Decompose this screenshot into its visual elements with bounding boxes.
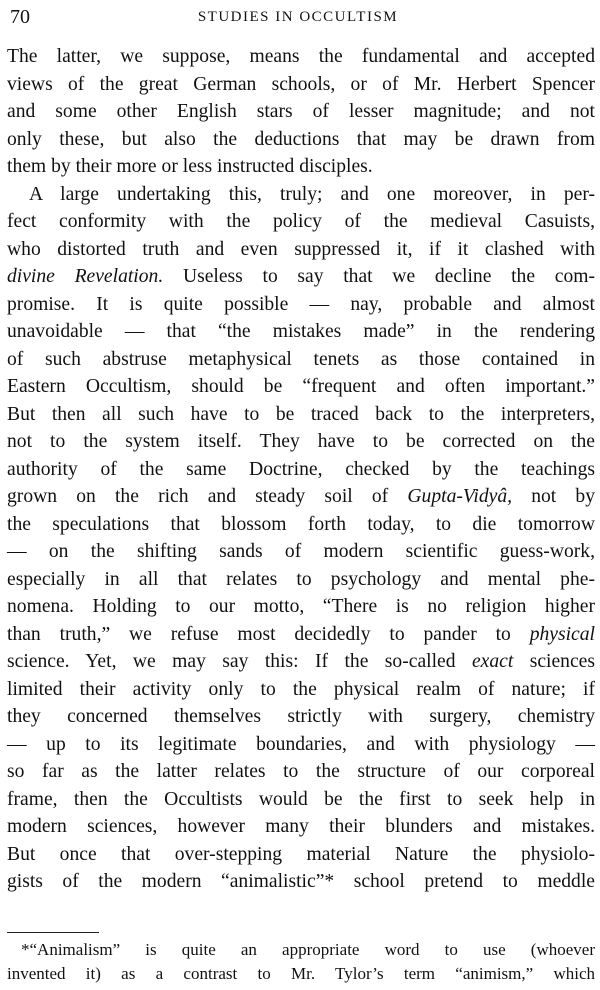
- text-line: [7, 373, 595, 401]
- text-line: [7, 566, 595, 594]
- text-line: [7, 593, 595, 621]
- text-run: only these, but also the deductions that may be drawn from: [7, 128, 595, 150]
- text-run: authority of the same Doctrine, checked by the teachings: [7, 458, 595, 480]
- text-run: *“Animalism” is quite an appropriate word to use (whoever: [21, 940, 595, 959]
- italic-text: exact: [471, 651, 514, 672]
- text-line: [7, 483, 595, 511]
- body-text: [7, 43, 595, 896]
- text-run: promise. It is quite possible — nay, probable and almost: [7, 293, 595, 315]
- text-line: [7, 291, 595, 319]
- text-line: [7, 648, 595, 676]
- text-line: [7, 758, 595, 786]
- text-run: not to the system itself. They have to be corrected on the: [7, 431, 595, 452]
- text-run: especially in all that relates to psychology and mental phe-: [7, 568, 595, 590]
- text-line: [7, 181, 595, 209]
- text-line: [7, 538, 595, 566]
- footnote-text: [7, 938, 595, 986]
- italic-text: physical: [529, 623, 595, 645]
- text-run: sciences: [513, 651, 595, 672]
- text-run: who distorted truth and even suppressed it, if it clashed with: [7, 238, 595, 260]
- text-run: But then all such have to be traced back to the interpreters,: [7, 403, 595, 425]
- page-header: [10, 4, 586, 30]
- text-run: The latter, we suppose, means the fundamental and accepted: [7, 46, 595, 67]
- text-line: [7, 703, 595, 731]
- text-line: [7, 938, 595, 962]
- text-line: [7, 676, 595, 704]
- text-run: of such abstruse metaphysical tenets as those contained in: [7, 348, 595, 370]
- text-line: [7, 621, 595, 649]
- text-run: they concerned themselves strictly with surgery, chemistry: [7, 706, 595, 727]
- text-line: [7, 868, 595, 896]
- text-run: invented it) as a contrast to Mr. Tylor’s term “animism,” which: [7, 964, 595, 983]
- text-run: — up to its legitimate boundaries, and with physiology —: [7, 733, 595, 755]
- paragraph: [7, 181, 595, 896]
- text-line: [7, 43, 595, 71]
- text-line: [7, 153, 595, 181]
- text-run: — on the shifting sands of modern scientific guess-work,: [7, 541, 595, 562]
- footnote-rule: [7, 932, 99, 933]
- text-run: views of the great German schools, or of Mr. Herbert Spencer: [7, 73, 595, 95]
- paragraph: [7, 43, 595, 181]
- text-line: [7, 263, 595, 291]
- text-run: the speculations that blossom forth today, to die tomorrow: [7, 513, 595, 535]
- text-line: [7, 511, 595, 539]
- text-line: [7, 813, 595, 841]
- text-line: [7, 401, 595, 429]
- text-run: unavoidable — that “the mistakes made” in the rendering: [7, 321, 595, 342]
- text-run: nomena. Holding to our motto, “There is no religion higher: [7, 596, 595, 617]
- text-line: [7, 126, 595, 154]
- text-run: But once that over-stepping material Nature the physiolo-: [7, 843, 595, 865]
- text-run: modern sciences, however many their blunders and mistakes.: [7, 816, 595, 837]
- text-line: [7, 98, 595, 126]
- text-run: science. Yet, we may say this: If the so-called: [7, 651, 472, 672]
- text-run: not by: [512, 486, 595, 507]
- text-line: [7, 236, 595, 264]
- text-line: [7, 786, 595, 814]
- text-line: [7, 841, 595, 869]
- text-run: limited their activity only to the physical realm of nature; if: [7, 678, 595, 700]
- text-line: [7, 71, 595, 99]
- text-run: Useless to say that we decline the com-: [163, 266, 596, 287]
- text-line: [7, 346, 595, 374]
- text-run: them by their more or less instructed disciples.: [7, 156, 373, 177]
- text-line: [7, 318, 595, 346]
- text-run: so far as the latter relates to the structure of our corporeal: [7, 761, 595, 782]
- text-run: gists of the modern “animalistic”* school pretend to meddle: [7, 871, 595, 892]
- footnote: [7, 938, 595, 986]
- text-run: A large undertaking this, truly; and one moreover, in per-: [29, 183, 595, 205]
- text-run: than truth,” we refuse most decidedly to pander to: [7, 623, 530, 645]
- text-line: [7, 731, 595, 759]
- text-line: [7, 208, 595, 236]
- text-run: fect conformity with the policy of the medieval Casuists,: [7, 211, 595, 232]
- text-run: grown on the rich and steady soil of: [7, 486, 408, 507]
- text-line: [7, 428, 595, 456]
- italic-text: Gupta-Vidyâ,: [407, 486, 513, 507]
- italic-text: divine Revelation.: [7, 266, 164, 287]
- text-run: and some other English stars of lesser magnitude; and not: [7, 101, 595, 122]
- text-line: [7, 456, 595, 484]
- text-line: [7, 962, 595, 986]
- text-run: Eastern Occultism, should be “frequent and often important.”: [7, 376, 595, 397]
- page-number: 70: [10, 6, 30, 28]
- running-head: STUDIES IN OCCULTISM: [197, 9, 399, 25]
- text-run: frame, then the Occultists would be the first to seek help in: [7, 788, 595, 810]
